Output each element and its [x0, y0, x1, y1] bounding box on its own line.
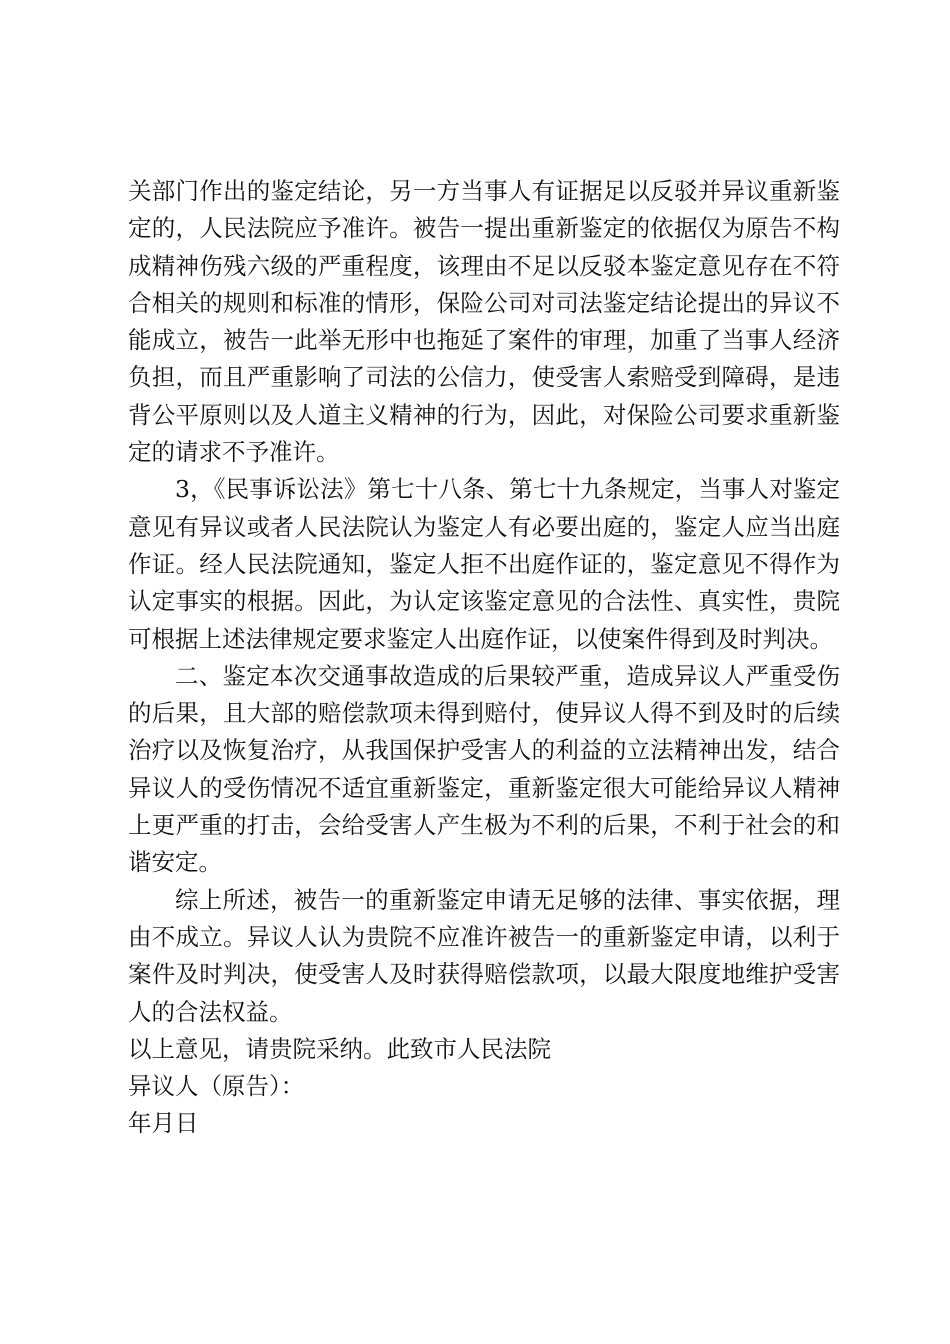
paragraph-continuation: 关部门作出的鉴定结论，另一方当事人有证据足以反驳并异议重新鉴定的，人民法院应予准许。被告一提出重新鉴定的依据仅为原告不构成精神伤残六级的严重程度，该理由不足以反驳本鉴定意见存在不符合相关的规则和标准的情形，保险公司对司法鉴定结论提出的异议不能成立，被告一此举无形中也拖延了案件的审理，加重了当事人经济负担，而且严重影响了司法的公信力，使受害人索赔受到障碍，是违背公平原则以及人道主义精神的行为，因此，对保险公司要求重新鉴定的请求不予准许。 — [128, 177, 840, 467]
paragraph-summary: 综上所述，被告一的重新鉴定申请无足够的法律、事实依据，理由不成立。异议人认为贵院不应准许被告一的重新鉴定申请，以利于案件及时判决，使受害人及时获得赔偿款项，以最大限度地维护受害人的合法权益。 — [128, 885, 840, 1026]
paragraph-item-3: 3，《民事诉讼法》第七十八条、第七十九条规定，当事人对鉴定意见有异议或者人民法院认为鉴定人有必要出庭的，鉴定人应当出庭作证。经人民法院通知，鉴定人拒不出庭作证的，鉴定意见不得作为认定事实的根据。因此，为认定该鉴定意见的合法性、真实性，贵院可根据上述法律规定要求鉴定人出庭作证，以使案件得到及时判决。 — [128, 475, 840, 653]
paragraph-section-2: 二、鉴定本次交通事故造成的后果较严重，造成异议人严重受伤的后果，且大部的赔偿款项未得到赔付，使异议人得不到及时的后续治疗以及恢复治疗，从我国保护受害人的利益的立法精神出发，结合异议人的受伤情况不适宜重新鉴定，重新鉴定很大可能给异议人精神上更严重的打击，会给受害人产生极为不利的后果，不利于社会的和谐安定。 — [128, 661, 840, 877]
closing-adopt-line: 以上意见，请贵院采纳。此致市人民法院 — [128, 1034, 551, 1063]
closing-signer-line: 异议人（原告）： — [128, 1072, 305, 1101]
closing-date-line: 年月日 — [128, 1109, 199, 1138]
document-body — [128, 173, 840, 1143]
